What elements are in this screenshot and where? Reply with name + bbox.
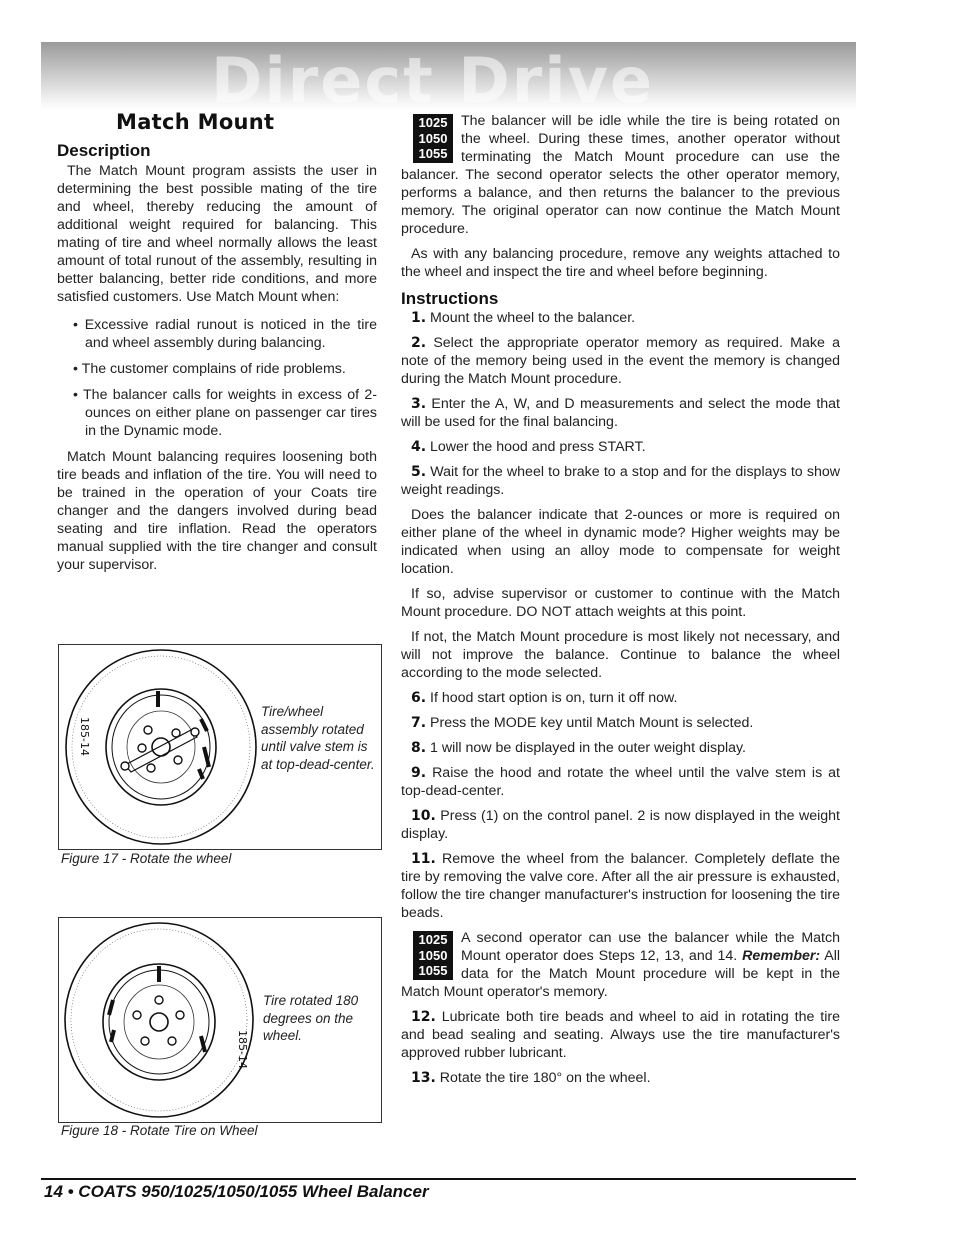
step-item: 11. Remove the wheel from the balancer. Completely deflate the tire by removing the valve core. After all the air pressure is exhausted, follow the tire changer manufacturer's instruction for loosening the tire beads.	[401, 851, 840, 921]
step-item: 10. Press (1) on the control panel. 2 is now displayed in the weight display.	[401, 808, 840, 842]
step-item: 2. Select the appropriate operator memory as required. Make a note of the memory being used in the event the memory is changed during the Match Mount procedure.	[401, 335, 840, 387]
figure-17-box	[58, 644, 382, 850]
step-item: 9. Raise the hood and rotate the wheel until the valve stem is at top-dead-center.	[401, 765, 840, 799]
section-title: Match Mount	[116, 110, 275, 134]
step-item: 4. Lower the hood and press START.	[411, 439, 646, 455]
model-badge: 1025 1050 1055	[413, 114, 453, 163]
bullet-item: • The customer complains of ride problems.	[73, 361, 346, 377]
banner-title: Direct Drive	[211, 44, 655, 110]
usage-bullet-list	[57, 316, 377, 440]
footer-rule	[41, 1178, 856, 1180]
figure-17-caption: Figure 17 - Rotate the wheel	[61, 851, 232, 866]
second-operator-paragraph: A second operator can use the balancer while the Match Mount operator does Steps 12, 13, and 14. Remember: All data for the Match Mount procedure will be kept in the Match Mount operator's memory.	[401, 930, 840, 1000]
tire-marking-text: 185-14	[236, 1030, 249, 1069]
figure-18-box	[58, 917, 382, 1123]
step-item: 5. Wait for the wheel to brake to a stop and for the displays to show weight readings.	[401, 464, 840, 498]
question-paragraph: Does the balancer indicate that 2-ounces or more is required on either plane of the wheel in dynamic mode? Higher weights may be indicated when using an alloy mode to compensate for weight location.	[401, 507, 840, 577]
instructions-heading: Instructions	[401, 289, 499, 308]
steps-1-to-5	[401, 309, 840, 499]
bullet-item: • The balancer calls for weights in excess of 2-ounces on either plane on passenger car tires in the Dynamic mode.	[73, 387, 377, 439]
figure-17-label: Tire/wheel assembly rotated until valve stem is at top-dead-center.	[261, 704, 375, 772]
step-item: 6. If hood start option is on, turn it off now.	[411, 690, 678, 706]
page-footer: 14 • COATS 950/1025/1050/1055 Wheel Balancer	[44, 1182, 429, 1201]
tire-marking-text: 185-14	[78, 717, 91, 756]
right-column	[401, 112, 840, 1094]
step-item: 7. Press the MODE key until Match Mount is selected.	[411, 715, 754, 731]
model-badge: 1025 1050 1055	[413, 931, 453, 980]
description-paragraph: The Match Mount program assists the user in determining the best possible mating of the tire and wheel, thereby reducing the amount of additional weight required for balancing. This mating of tire and wheel normally allows the least amount of total runout of the assembly, resulting in better balancing, better ride conditions, and more satisfied customers. Use Match Mount when:	[57, 163, 377, 305]
if-so-paragraph: If so, advise supervisor or customer to continue with the Match Mount procedure. DO NOT attach weights at this point.	[401, 586, 840, 620]
steps-12-to-13	[401, 1008, 840, 1087]
bullet-item: • Excessive radial runout is noticed in the tire and wheel assembly during balancing.	[73, 317, 377, 351]
step-item: 13. Rotate the tire 180° on the wheel.	[411, 1070, 651, 1086]
idle-paragraph: The balancer will be idle while the tire is being rotated on the wheel. During these times, another operator without terminating the Match Mount procedure can use the balancer. The second operator selects the other operator memory, performs a balance, and then returns the balancer to the previous memory. The original operator can now continue the Match Mount procedure.	[401, 113, 840, 237]
step-item: 1. Mount the wheel to the balancer.	[411, 310, 636, 326]
tire-wheel-icon	[61, 647, 261, 847]
steps-6-to-11	[401, 689, 840, 922]
step-item: 3. Enter the A, W, and D measurements and select the mode that will be used for the final balancing.	[401, 396, 840, 430]
header-banner	[41, 42, 856, 110]
closing-paragraph: Match Mount balancing requires loosening both tire beads and inflation of the tire. You will need to be trained in the operation of your Coats tire changer and the dangers involved during bead seating and tire inflation. Read the operators manual supplied with the tire changer and consult your supervisor.	[57, 449, 377, 573]
if-not-paragraph: If not, the Match Mount procedure is most likely not necessary, and will not improve the balance. Continue to balance the wheel according to the mode selected.	[401, 629, 840, 681]
step-item: 12. Lubricate both tire beads and wheel to aid in rotating the tire and bead sealing and seating. Always use the tire manufacturer's approved rubber lubricant.	[401, 1009, 840, 1061]
description-heading: Description	[57, 141, 151, 160]
figure-18-caption: Figure 18 - Rotate Tire on Wheel	[61, 1123, 258, 1138]
figure-18-label: Tire rotated 180 degrees on the wheel.	[263, 993, 359, 1043]
left-column	[57, 162, 377, 581]
remove-weights-paragraph: As with any balancing procedure, remove any weights attached to the wheel and inspect the tire and wheel before beginning.	[401, 246, 840, 280]
tire-rotated-icon	[61, 920, 261, 1120]
step-item: 8. 1 will now be displayed in the outer weight display.	[411, 740, 746, 756]
